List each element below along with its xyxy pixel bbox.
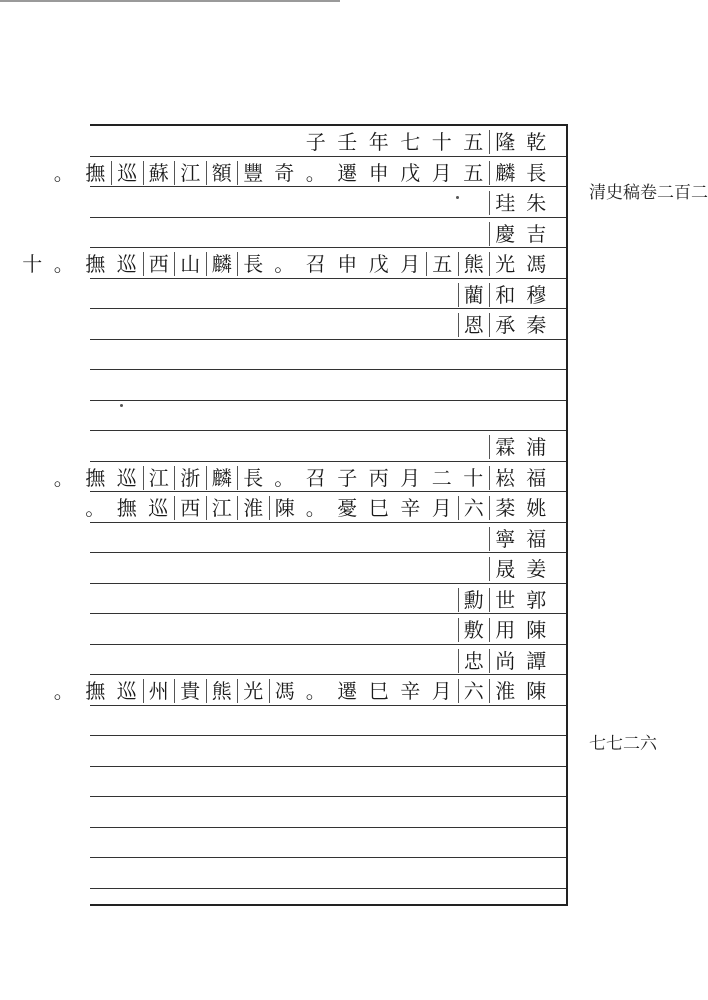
table-row bbox=[90, 553, 566, 584]
table-row bbox=[90, 340, 566, 371]
table-row bbox=[90, 736, 566, 767]
row-text: 姜晟 bbox=[489, 557, 552, 581]
row-text: 秦承恩 bbox=[458, 313, 553, 337]
table-row bbox=[90, 187, 566, 218]
table-row bbox=[22, 248, 566, 279]
table-row bbox=[90, 614, 566, 645]
row-text: 朱珪 bbox=[489, 191, 552, 215]
table-row bbox=[53, 462, 566, 493]
table-row bbox=[90, 309, 566, 340]
row-text: 姚棻六月辛巳憂。陳淮江西巡撫。 bbox=[85, 496, 547, 520]
table-bottom-rule bbox=[90, 904, 568, 906]
table-row bbox=[90, 523, 566, 554]
row-text: 穆和藺 bbox=[458, 283, 553, 307]
table-row bbox=[90, 370, 566, 401]
row-text: 長麟五月戊申遷。奇豐額江蘇巡撫。 bbox=[53, 160, 547, 185]
row-text: 福寧 bbox=[489, 527, 552, 551]
table-row bbox=[90, 645, 566, 676]
row-text: 陳用敷 bbox=[458, 618, 553, 642]
row-text: 馮光熊五月戊申召。長麟山西巡撫。十 bbox=[22, 252, 547, 276]
row-rule bbox=[90, 888, 566, 889]
row-text: 吉慶 bbox=[489, 222, 552, 246]
table-row bbox=[90, 279, 566, 310]
table-row bbox=[90, 584, 566, 615]
table-row bbox=[90, 401, 566, 432]
table-row bbox=[90, 828, 566, 859]
row-text: 譚尚忠 bbox=[458, 649, 553, 673]
table-row bbox=[90, 431, 566, 462]
row-text: 福崧十二月丙子召。長麟浙江巡撫。 bbox=[53, 465, 547, 490]
governor-table bbox=[22, 124, 568, 906]
table-row bbox=[90, 858, 566, 889]
print-speck bbox=[120, 404, 123, 407]
row-text: 浦霖 bbox=[489, 435, 552, 459]
table-row bbox=[85, 492, 566, 523]
table-row bbox=[53, 157, 566, 188]
table-row bbox=[90, 126, 566, 157]
row-text: 郭世勳 bbox=[458, 588, 553, 612]
row-text: 乾隆五十七年壬子 bbox=[305, 130, 547, 154]
volume-title: 清史稿卷二百二 bbox=[589, 183, 708, 203]
row-text: 陳淮六月辛巳遷。馮光熊貴州巡撫。 bbox=[53, 679, 547, 703]
table-row bbox=[90, 797, 566, 828]
print-speck bbox=[456, 196, 459, 199]
top-border-line bbox=[0, 0, 340, 2]
table-row bbox=[90, 218, 566, 249]
page-number: 七七二六 bbox=[589, 734, 657, 754]
table-right-rule bbox=[566, 124, 568, 906]
table-row bbox=[53, 675, 566, 706]
table-row bbox=[90, 767, 566, 798]
table-row bbox=[90, 706, 566, 737]
